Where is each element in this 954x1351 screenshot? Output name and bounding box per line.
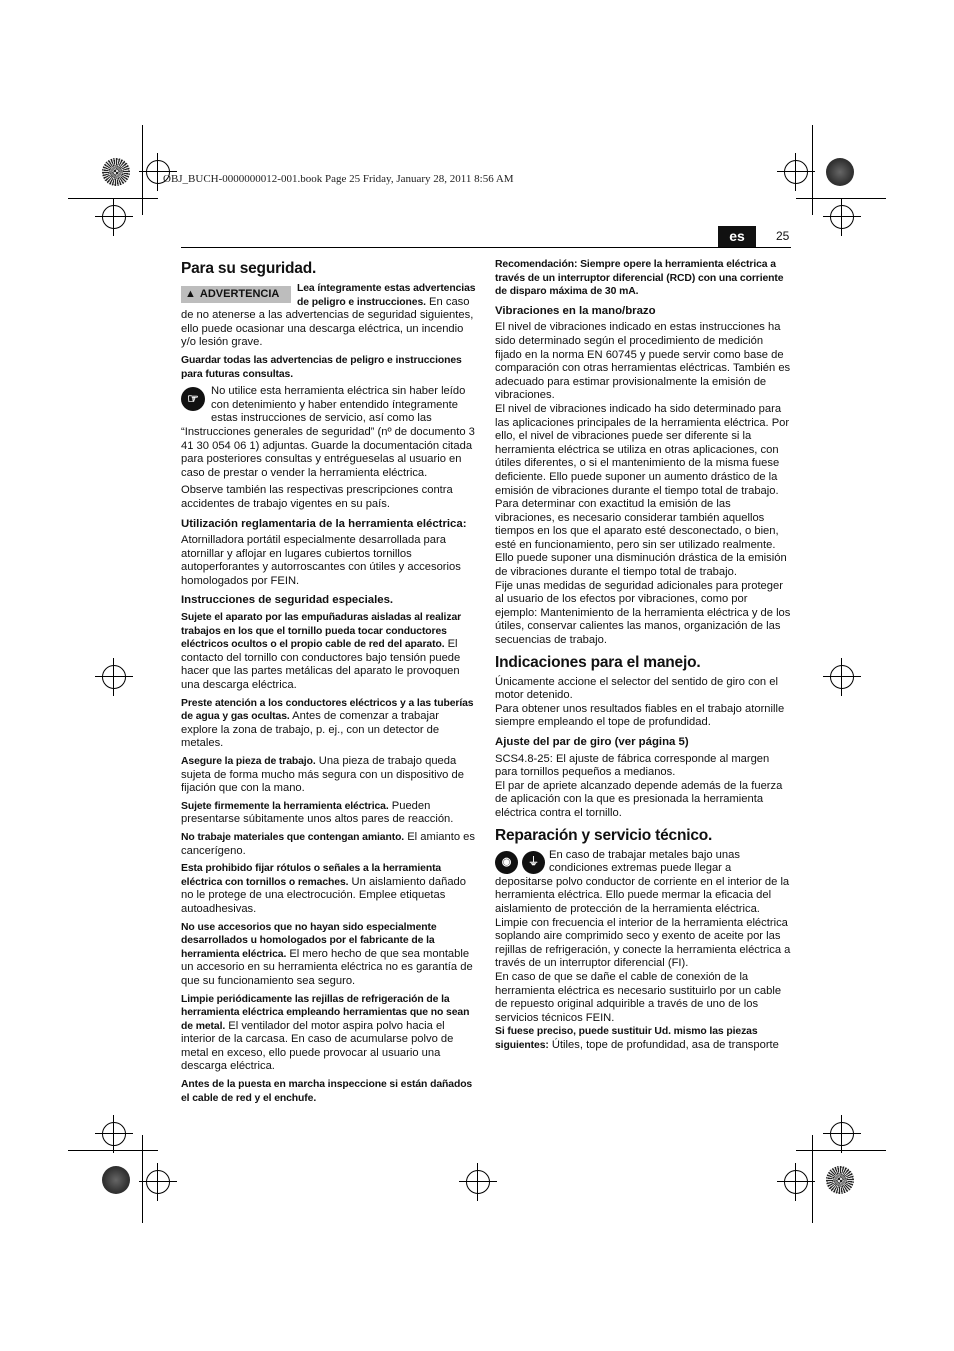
safety-3-bold: Asegure la pieza de trabajo. (181, 756, 316, 767)
color-rosette-icon (826, 1166, 854, 1194)
safety-4-text: Pueden presentarse súbitamente unos altos pares de reacción. (181, 799, 454, 826)
color-rosette-icon (102, 1166, 130, 1194)
registration-mark-icon (466, 1170, 490, 1194)
repair-3-text: Útiles, tope de profundidad, asa de transporte (548, 1038, 779, 1051)
warning-block (181, 282, 477, 350)
heading-safety: Para su seguridad. (181, 260, 317, 277)
torque-1: SCS4.8-25: El ajuste de fábrica corresponde al margen para tornillos pequeños a medianos. (495, 752, 770, 779)
page-number: 25 (776, 229, 790, 243)
safety-2-text: Antes de comenzar a trabajar explore la zona de trabajo, p. ej., con un detector de metales. (181, 710, 440, 750)
crop-mark (142, 125, 143, 215)
safety-1-text: El contacto del tornillo con conductores bajo tensión puede hacer que las partes metálicas del aparato le provoquen una descarga eléctrica. (181, 638, 461, 692)
warning-badge (181, 286, 291, 303)
read-manual-icon: ☞ (181, 387, 205, 411)
read-manual-block (181, 385, 477, 480)
warning-text: En caso de no atenerse a las advertencias de seguridad siguientes, ello puede ocasionar una descarga eléctrica, un incendio y/o lesión grave. (181, 295, 474, 349)
heading-vibrations: Vibraciones en la mano/brazo (495, 304, 656, 317)
safety-8-text: El ventilador del motor aspira polvo hacia el interior de la carcasa. En caso de acumularse polvo de metal en exceso, ello puede provocar al usuario una descarga eléctrica. (181, 1019, 454, 1073)
keep-instructions: Guardar todas las advertencias de peligro e instrucciones para futuras consultas. (181, 354, 462, 380)
repair-3-bold: Si fuese preciso, puede sustituir Ud. mismo las piezas siguientes: (495, 1026, 758, 1051)
safety-5-bold: No trabaje materiales que contengan amianto. (181, 831, 405, 843)
safety-8-bold: Limpie periódicamente las rejillas de refrigeración de la herramienta eléctrica empleando herramientas que no sean de metal. (181, 993, 470, 1032)
repair-2: En caso de que se dañe el cable de conexión de la herramienta eléctrica es necesario sustituirlo por un cable de repuesto original adquirible a través de uno de los servicios técnicos FEIN. (495, 970, 782, 1024)
safety-9-bold: Antes de la puesta en marcha inspeccione si están dañados el cable de red y el enchufe. (181, 1079, 473, 1104)
handling-2: Para obtener unos resultados fiables en el trabajo atornille siempre empleando el tope de profundidad. (495, 702, 785, 729)
registration-mark-icon (830, 1122, 854, 1146)
safety-3-text: Una pieza de trabajo queda sujeta de forma mucho más segura con un dispositivo de fijación que con la mano. (181, 755, 464, 795)
safety-4-bold: Sujete firmemente la herramienta eléctrica. (181, 800, 389, 812)
torque-2: El par de apriete alcanzado depende además de la fuerza de aplicación con la que es presionada la herramienta eléctrica contra el tornillo. (495, 779, 783, 819)
registration-mark-icon (830, 205, 854, 229)
header-rule (181, 247, 791, 248)
language-badge: es (718, 226, 756, 247)
crop-mark (812, 125, 813, 215)
safety-6-bold: Esta prohibido fijar rótulos o señales a la herramienta eléctrica con tornillos o remaches. (181, 863, 442, 888)
crop-mark (142, 1135, 143, 1223)
right-column (495, 258, 791, 1056)
registration-mark-icon (830, 665, 854, 689)
warning-badge-label: ADVERTENCIA (199, 288, 280, 300)
registration-mark-icon (784, 1170, 808, 1194)
vibrations-4: Fije unas medidas de seguridad adicionales para proteger al usuario de los efectos por vibraciones, como por ejemplo: Mantenimiento de la herramienta eléctrica y de los útiles, conservar calientes las manos, organización de las secuencias de trabajo. (495, 579, 791, 647)
protective-earthing-icon: ⏚ (522, 851, 545, 874)
heading-use: Utilización reglamentaria de la herramienta eléctrica: (181, 517, 467, 530)
read-manual-text: No utilice esta herramienta eléctrica sin haber leído con detenimiento y haber entendido íntegramente estas instrucciones de servicio, así como las “Instrucciones generales de seguridad” (nº de documento 3 41 30 054 06 1) adjuntas. Guarde la documentación citada para posteriores consultas y entrégueselas al usuario en caso de prestar o vender la herramienta eléctrica. (181, 385, 475, 479)
vibrations-3: Para determinar con exactitud la emisión de las vibraciones, es necesario considerar también aquellos tiempos en los que el aparato esté desconectado, o bien, esté en funcionamiento, pero sin ser utilizado realmente. Ello puede suponer una disminución drástica de la emisión de vibraciones durante el tiempo total de trabajo. (495, 498, 787, 579)
handling-1: Únicamente accione el selector del sentido de giro con el motor detenido. (495, 675, 778, 702)
safety-6-text: Un aislamiento dañado no le protege de una electrocución. Emplee etiquetas autoadhesivas. (181, 875, 466, 915)
safety-goggles-icon: ◉ (495, 851, 518, 874)
repair-1: En caso de trabajar metales bajo unas condiciones extremas puede llegar a depositarse polvo conductor de corriente en el interior de la herramienta eléctrica. Ello puede mermar la eficacia del aislamiento de protección de la herramienta eléctrica. Limpie con frecuencia el interior de la herramienta eléctrica soplando aire comprimido seco y exento de aceite por las rejillas de refrigeración, y conecte la herramienta eléctrica a través de un interruptor diferencial (FI). (495, 848, 791, 970)
safety-5-text: El amianto es cancerígeno. (181, 830, 475, 857)
observe-text: Observe también las respectivas prescripciones contra accidentes de trabajo vigentes en su país. (181, 484, 453, 510)
heading-torque: Ajuste del par de giro (ver página 5) (495, 736, 689, 748)
heading-handling: Indicaciones para el manejo. (495, 653, 701, 671)
heading-repair: Reparación y servicio técnico. (495, 826, 713, 844)
vibrations-1: El nivel de vibraciones indicado en estas instrucciones ha sido determinado según el procedimiento de medición fijado en la norma EN 60745 y puede servir como base de comparación con otras herramientas eléctricas. También es adecuado para estimar provisionalmente la emisión de vibraciones. (495, 321, 791, 402)
registration-mark-icon (102, 1122, 126, 1146)
heading-special: Instrucciones de seguridad especiales. (181, 594, 394, 607)
safety-1-bold: Sujete el aparato por las empuñaduras aisladas al realizar trabajos en los que el tornillo pueda tocar conductores eléctricos ocultos o el propio cable de red del aparato. (181, 612, 462, 651)
crop-mark (812, 1135, 813, 1223)
repair-block (495, 849, 791, 971)
registration-mark-icon (146, 1170, 170, 1194)
warning-triangle-icon: ▲ (185, 288, 196, 300)
registration-mark-icon (784, 160, 808, 184)
vibrations-2: El nivel de vibraciones indicado ha sido determinado para las aplicaciones principales de la herramienta eléctrica. Por ello, el nivel de vibraciones puede ser diferente si la herramienta eléctrica se utiliza en otras aplicaciones, con útiles diferentes, o si el mantenimiento de la misma fuese deficiente. Ello puede suponer un aumento drástico de la emisión de vibraciones durante el tiempo total de trabajo. (495, 402, 790, 497)
warning-bold: Lea íntegramente estas advertencias de peligro e instrucciones. (297, 283, 476, 308)
color-rosette-icon (102, 158, 130, 186)
safety-7-text: El mero hecho de que sea montable un accesorio en su herramienta eléctrica no es garantía de que su funcionamiento sea seguro. (181, 947, 473, 987)
safety-7-bold: No use accesorios que no hayan sido especialmente desarrollados u homologados por el fabricante de la herramienta eléctrica. (181, 921, 437, 960)
safety-2-bold: Preste atención a los conductores eléctricos y a las tuberías de agua y gas ocultas. (181, 697, 474, 723)
left-column (181, 258, 477, 1109)
registration-mark-icon (102, 665, 126, 689)
registration-mark-icon (102, 205, 126, 229)
color-rosette-icon (826, 158, 854, 186)
use-text: Atornilladora portátil especialmente desarrollada para atornillar y aflojar en lugares cubiertos tornillos autoperforantes y autorroscantes con útiles y accesorios homologados por FEIN. (181, 534, 461, 587)
print-header: OBJ_BUCH-0000000012-001.book Page 25 Friday, January 28, 2011 8:56 AM (163, 173, 514, 185)
recommendation: Recomendación: Siempre opere la herramienta eléctrica a través de un interruptor diferencial (RCD) con una corriente de disparo máxima de 30 mA. (495, 259, 784, 298)
